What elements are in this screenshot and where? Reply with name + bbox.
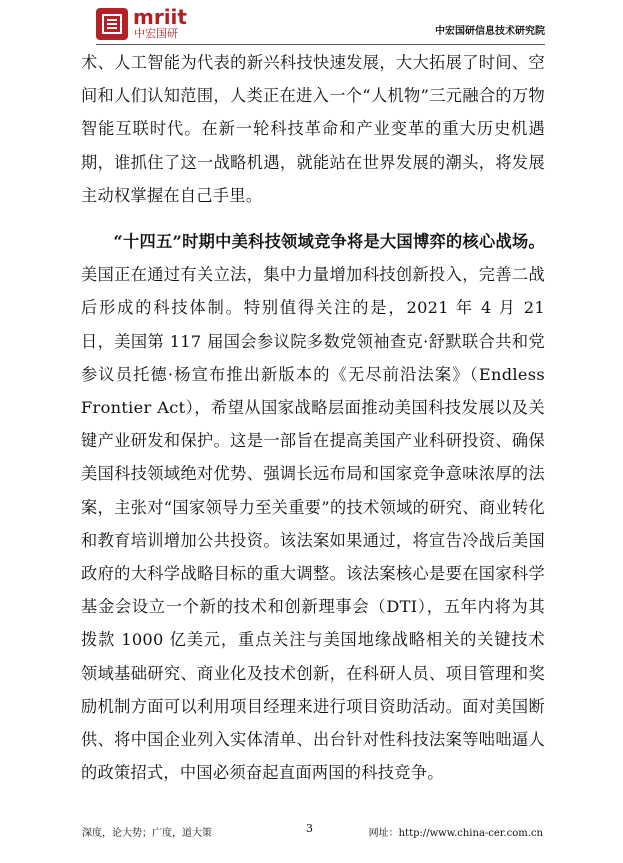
paragraph-2-text: 美国正在通过有关立法，集中力量增加科技创新投入，完善二战后形成的科技体制。特别值得关注的是，2021 年 4 月 21 日，美国第 117 届国会参议院多数党领袖查克·舒默联合共和党参议员托德·杨宣布推出新版本的《无尽前沿法案》（Endless Frontier Act），希望从国家战略层面推动美国科技发展以及关键产业研发和保护。这是一部旨在提高美国产业科研投资、确保美国科技领域绝对优势、强调长远布局和国家竞争意味浓厚的法案，主张对“国家领导力至关重要”的技术领域的研究、商业转化和教育培训增加公共投资。该法案如果通过，将宣告冷战后美国政府的大科学战略目标的重大调整。该法案核心是要在国家科学基金会设立一个新的技术和创新理事会（DTI），五年内将为其拨款 1000 亿美元，重点关注与美国地缘战略相关的关键技术领域基础研究、商业化及技术创新，在科研人员、项目管理和奖励机制方面可以利用项目经理来进行项目资助活动。面对美国断供、将中国企业列入实体清单、出台针对性科技法案等咄咄逼人的政策招式，中国必须奋起直面两国的科技竞争。 (81, 265, 545, 783)
mriit-logo-icon (96, 8, 128, 40)
brand-name-en: mriit (133, 5, 187, 29)
organization-name: 中宏国研信息技术研究院 (435, 26, 545, 37)
footer-slogan: 深度，论大势；广度，道大策 (82, 828, 212, 839)
header-divider (96, 44, 545, 45)
logo-glyph-icon (102, 14, 122, 34)
document-body (81, 46, 545, 789)
page-footer (0, 818, 623, 858)
paragraph-2-highlight: “十四五”时期中美科技领域竞争将是大国博弈的核心战场。 (113, 232, 545, 252)
page-header (0, 0, 623, 46)
brand-name-cn: 中宏国研 (134, 27, 178, 40)
page-number: 3 (306, 822, 313, 835)
paragraph-2 (81, 225, 545, 789)
paragraph-1: 术、人工智能为代表的新兴科技快速发展，大大拓展了时间、空间和人们认知范围，人类正在进入一个“人机物”三元融合的万物智能互联时代。在新一轮科技革命和产业变革的重大历史机遇期，谁抓住了这一战略机遇，就能站在世界发展的潮头，将发展主动权掌握在自己手里。 (81, 53, 545, 205)
footer-website: 网址：http://www.china-cer.com.cn (368, 828, 543, 839)
